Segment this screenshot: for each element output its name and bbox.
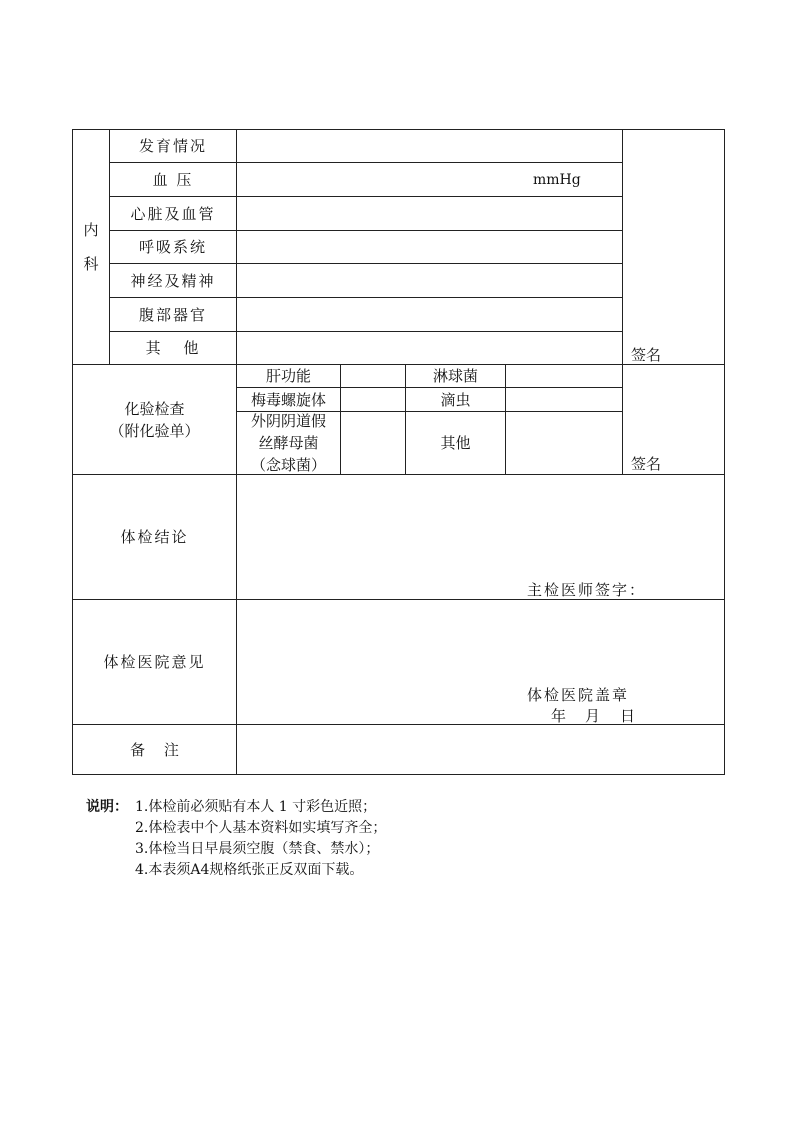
lab-label-trichomonas: 滴虫 [405,387,506,412]
note-item-3: 3.体检当日早晨须空腹（禁食、禁水）； [135,841,380,857]
lab-label-candida-line1: 外阴阴道假 [250,412,326,430]
row-value-blood-pressure[interactable] [236,162,623,197]
conclusion-content[interactable] [236,474,725,600]
hospital-stamp-label: 体检医院盖章 [527,686,630,704]
lab-value-other[interactable] [505,411,623,475]
lab-value-liver-function[interactable] [340,364,406,388]
lab-value-candida[interactable] [340,411,406,475]
hospital-opinion-content[interactable] [236,599,725,725]
lab-label-candida [236,411,341,475]
lab-label-candida-line2: 丝酵母菌 [258,434,319,452]
note-item-4: 4.本表须A4规格纸张正反双面下载。 [135,862,364,878]
row-label-blood-pressure: 血 压 [109,162,237,197]
date-year-label: 年 [551,707,567,725]
internal-medicine-signature-label: 签名 [631,346,662,364]
row-value-nervous-mental[interactable] [236,263,623,298]
row-value-abdominal[interactable] [236,297,623,332]
remarks-label: 备 注 [72,724,237,775]
date-month-label: 月 [585,707,601,725]
notes-title: 说明： [86,799,128,815]
lab-label-treponema: 梅毒螺旋体 [236,387,341,412]
row-label-other: 其 他 [109,331,237,365]
lab-label-other: 其他 [405,411,506,475]
row-value-respiratory[interactable] [236,230,623,264]
row-label-nervous-mental: 神经及精神 [109,263,237,298]
row-label-abdominal: 腹部器官 [109,297,237,332]
doctor-signature-label: 主检医师签字： [527,581,647,599]
lab-value-trichomonas[interactable] [505,387,623,412]
section-label-char-1: 内 [83,221,99,239]
section-label-char-2: 科 [83,255,99,273]
row-value-heart-vessels[interactable] [236,196,623,231]
lab-tests-section-label [72,364,237,475]
internal-medicine-section-label [72,129,110,365]
lab-label-gonococcus: 淋球菌 [405,364,506,388]
row-label-development: 发育情况 [109,129,237,163]
row-value-other[interactable] [236,331,623,365]
note-item-1: 1.体检前必须贴有本人 1 寸彩色近照； [135,799,377,815]
row-label-respiratory: 呼吸系统 [109,230,237,264]
note-item-2: 2.体检表中个人基本资料如实填写齐全； [135,820,387,836]
notes-section [86,796,387,878]
lab-label-liver-function: 肝功能 [236,364,341,388]
lab-tests-label-line1: 化验检查 [124,399,185,418]
date-day-label: 日 [620,707,636,725]
lab-tests-label-line2: （附化验单） [109,421,200,440]
internal-medicine-signature-box[interactable] [622,129,725,365]
remarks-content[interactable] [236,724,725,775]
lab-label-candida-line3: （念球菌） [250,456,326,474]
blood-pressure-unit: mmHg [533,172,581,188]
lab-tests-signature-label: 签名 [631,455,662,473]
lab-tests-signature-box[interactable] [622,364,725,475]
lab-value-gonococcus[interactable] [505,364,623,388]
lab-value-treponema[interactable] [340,387,406,412]
hospital-opinion-label: 体检医院意见 [72,599,237,725]
row-value-development[interactable] [236,129,623,163]
conclusion-label: 体检结论 [72,474,237,600]
row-label-heart-vessels: 心脏及血管 [109,196,237,231]
